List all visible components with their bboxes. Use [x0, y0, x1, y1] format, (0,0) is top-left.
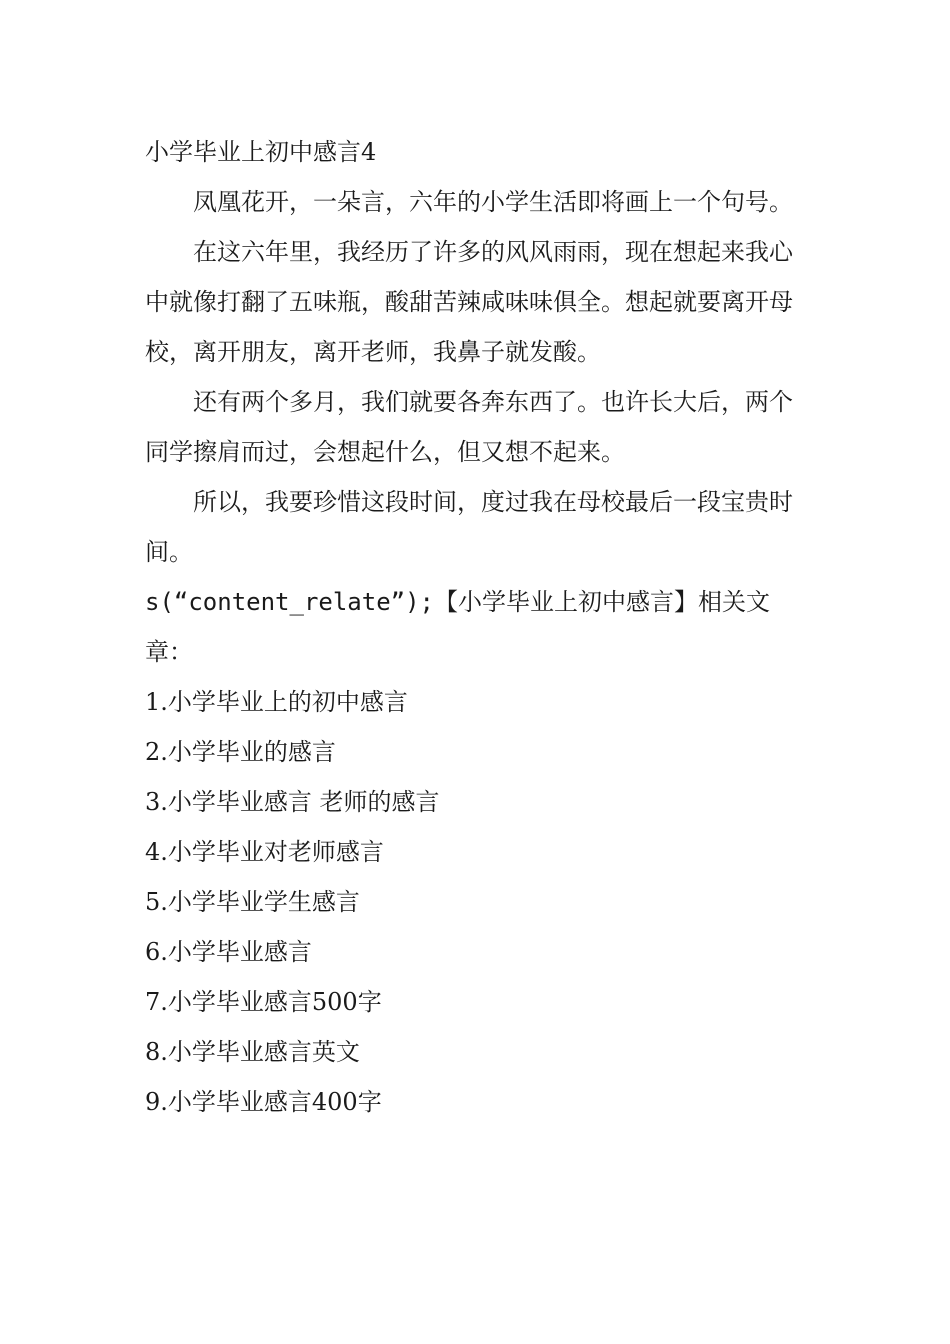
related-articles-heading	[145, 577, 807, 677]
document-body	[145, 127, 807, 1127]
related-article-link[interactable]: 5.小学毕业学生感言	[145, 888, 360, 916]
related-article-link[interactable]: 8.小学毕业感言英文	[145, 1038, 360, 1066]
paragraph: 还有两个多月，我们就要各奔东西了。也许长大后，两个同学擦肩而过，会想起什么，但又想不起来。	[145, 388, 793, 466]
related-article-link[interactable]: 6.小学毕业感言	[145, 938, 312, 966]
related-heading-text: 【小学毕业上初中感言】相关文章：	[145, 588, 770, 666]
paragraph: 在这六年里，我经历了许多的风风雨雨，现在想起来我心中就像打翻了五味瓶，酸甜苦辣咸味味俱全。想起就要离开母校，离开朋友，离开老师，我鼻子就发酸。	[145, 238, 793, 366]
paragraph: 凤凰花开，一朵言，六年的小学生活即将画上一个句号。	[193, 188, 793, 216]
related-code-prefix: s(“content_relate”);	[145, 588, 434, 616]
document-title: 小学毕业上初中感言4	[145, 138, 377, 166]
related-article-link[interactable]: 7.小学毕业感言500字	[145, 988, 382, 1016]
related-article-link[interactable]: 1.小学毕业上的初中感言	[145, 688, 408, 716]
related-article-link[interactable]: 2.小学毕业的感言	[145, 738, 336, 766]
related-article-link[interactable]: 3.小学毕业感言 老师的感言	[145, 788, 440, 816]
related-article-link[interactable]: 9.小学毕业感言400字	[145, 1088, 382, 1116]
paragraph: 所以，我要珍惜这段时间，度过我在母校最后一段宝贵时间。	[145, 488, 793, 566]
related-article-link[interactable]: 4.小学毕业对老师感言	[145, 838, 384, 866]
related-articles-list	[145, 677, 807, 1127]
